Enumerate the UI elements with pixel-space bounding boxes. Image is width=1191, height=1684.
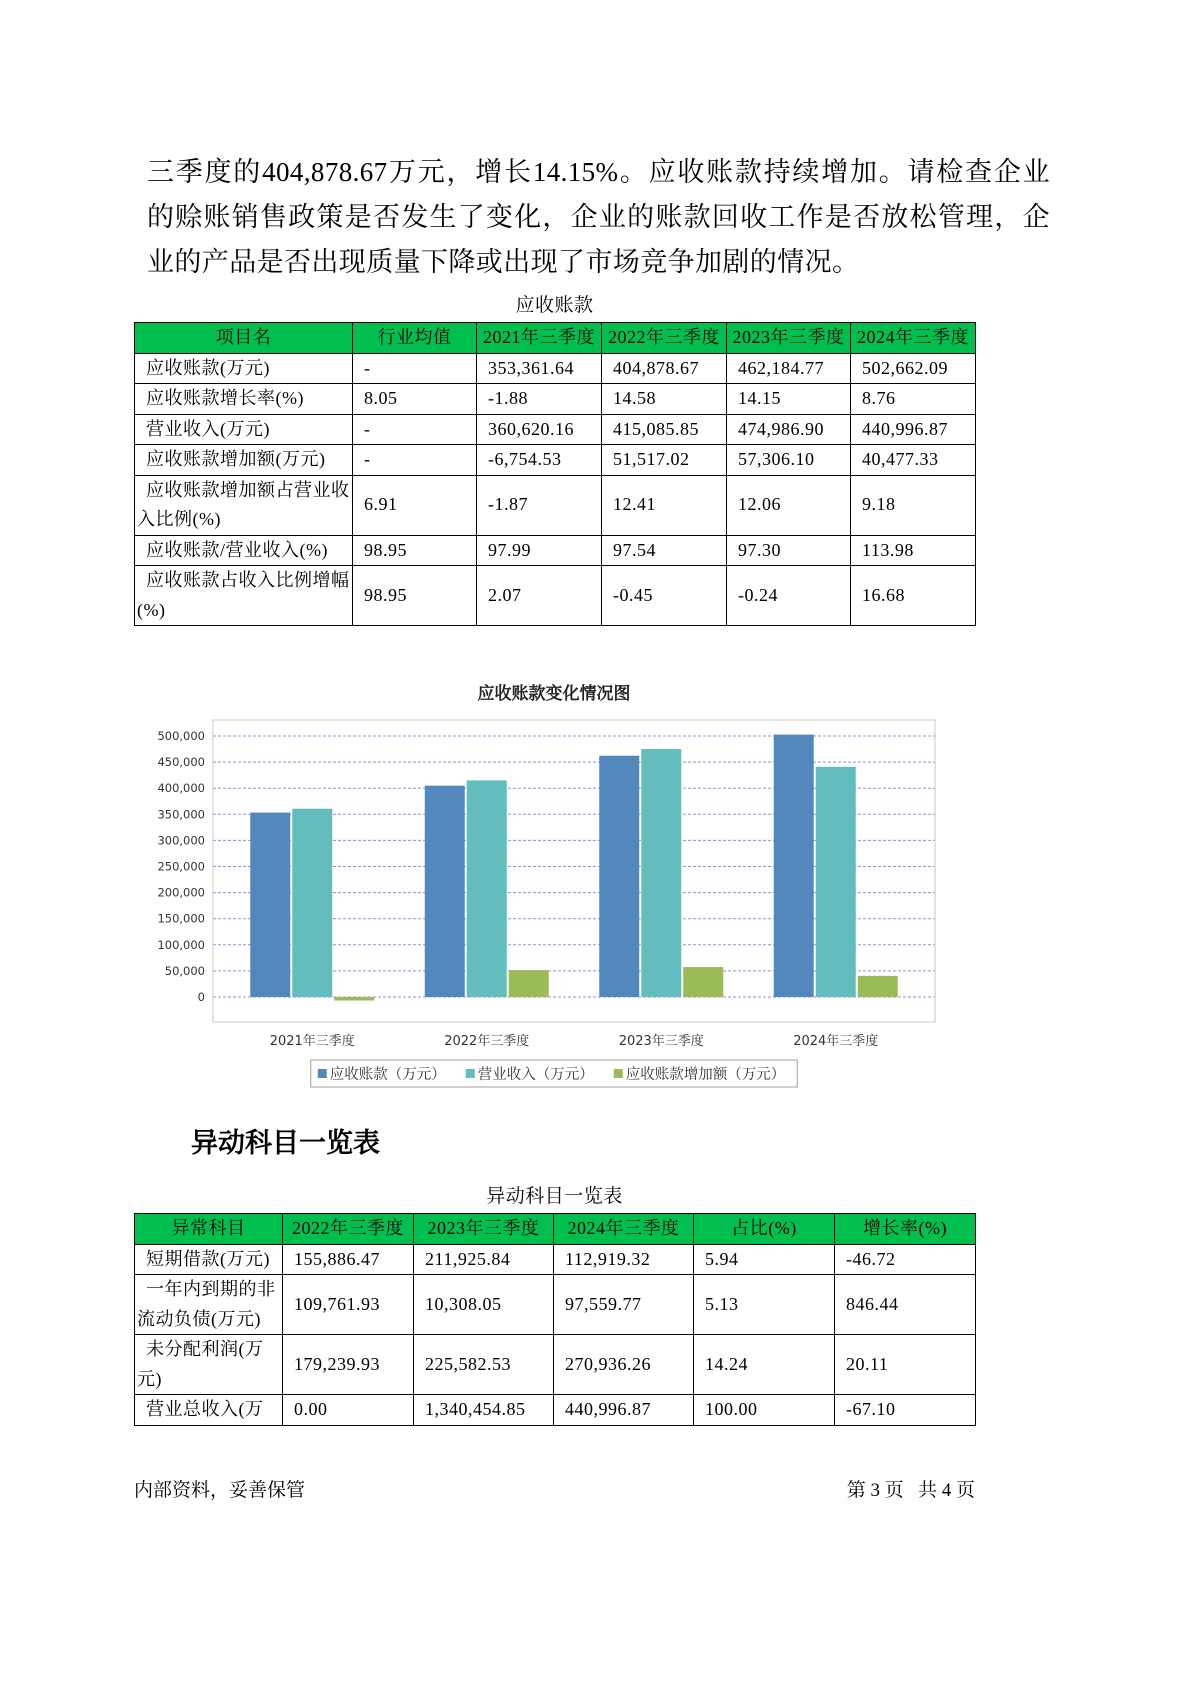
bar-series3-cat1 xyxy=(334,997,374,1001)
table-row xyxy=(135,1395,976,1426)
table-cell: 97.54 xyxy=(602,535,727,566)
table-cell: 10,308.05 xyxy=(414,1275,554,1335)
row-label-cell xyxy=(135,384,353,415)
table-cell: 100.00 xyxy=(694,1395,835,1426)
bar-series2-cat4 xyxy=(816,767,856,997)
table-header-cell: 2023年三季度 xyxy=(414,1214,554,1245)
row-label: 应收账款/营业收入(%) xyxy=(146,539,328,560)
table-cell: 8.76 xyxy=(851,384,976,415)
table-cell: 5.13 xyxy=(694,1275,835,1335)
table-cell: - xyxy=(353,353,477,384)
bar-series2-cat1 xyxy=(292,809,332,997)
table-header-row xyxy=(135,1214,976,1245)
x-tick-label: 2022年三季度 xyxy=(444,1034,530,1049)
legend-label: 营业收入（万元） xyxy=(477,1067,594,1083)
table-cell: 360,620.16 xyxy=(477,414,602,445)
table-cell: 270,936.26 xyxy=(554,1335,694,1395)
row-label: 营业收入(万元) xyxy=(146,418,270,439)
table-cell: 57,306.10 xyxy=(727,445,851,476)
y-tick-label: 500,000 xyxy=(157,729,205,743)
table-cell: 97.99 xyxy=(477,535,602,566)
table-cell: 98.95 xyxy=(353,535,477,566)
table-cell: 179,239.93 xyxy=(283,1335,414,1395)
intro-line: 的赊账销售政策是否发生了变化，企业的账款回收工作是否放松管理，企 xyxy=(147,202,1050,232)
bar-series2-cat3 xyxy=(641,749,681,997)
table-header-cell: 项目名 xyxy=(135,323,353,354)
table-cell: 6.91 xyxy=(353,475,477,535)
legend-item xyxy=(318,1066,446,1083)
table-row xyxy=(135,1244,976,1275)
table-cell: 98.95 xyxy=(353,566,477,626)
table-cell: -6,754.53 xyxy=(477,445,602,476)
table-cell: 20.11 xyxy=(835,1335,976,1395)
table-row xyxy=(135,475,976,535)
table-cell: -1.88 xyxy=(477,384,602,415)
table-row xyxy=(135,535,976,566)
y-tick-label: 50,000 xyxy=(164,963,205,978)
table-row xyxy=(135,1275,976,1335)
table-cell: 14.58 xyxy=(602,384,727,415)
table-header-cell: 异常科目 xyxy=(135,1214,283,1245)
x-tick-label: 2023年三季度 xyxy=(618,1034,704,1049)
table-cell: 16.68 xyxy=(851,566,976,626)
section-heading: 异动科目一览表 xyxy=(191,1128,380,1159)
table-cell: 12.41 xyxy=(602,475,727,535)
legend-item xyxy=(466,1065,594,1083)
table-row xyxy=(135,384,976,415)
legend-swatch xyxy=(466,1069,475,1078)
y-tick-label: 0 xyxy=(197,990,205,1004)
table-cell: 97.30 xyxy=(727,535,851,566)
table-cell: 440,996.87 xyxy=(554,1395,694,1426)
row-label-cell xyxy=(135,1275,283,1335)
row-label-cell xyxy=(135,475,353,535)
y-tick-label: 100,000 xyxy=(157,937,205,952)
y-tick-label: 300,000 xyxy=(157,833,205,848)
row-label-cell xyxy=(135,535,353,566)
table-cell: 40,477.33 xyxy=(851,445,976,476)
table-cell: 9.18 xyxy=(851,475,976,535)
table-cell: 1,340,454.85 xyxy=(414,1395,554,1426)
table-row xyxy=(135,445,976,476)
table-cell: -0.45 xyxy=(602,566,727,626)
bar-series3-cat4 xyxy=(858,976,898,997)
table-header-cell: 2023年三季度 xyxy=(727,323,851,354)
table-cell: 14.15 xyxy=(727,384,851,415)
table-cell: 12.06 xyxy=(727,475,851,535)
row-label-cell xyxy=(135,445,353,476)
abnormal-items-table xyxy=(134,1213,976,1426)
table-cell: 2.07 xyxy=(477,566,602,626)
table-cell: 225,582.53 xyxy=(414,1335,554,1395)
footer-page-number: 第 3 页 共 4 页 xyxy=(846,1480,975,1501)
y-tick-label: 350,000 xyxy=(157,807,205,822)
x-tick-label: 2021年三季度 xyxy=(269,1034,355,1049)
abnormal-items-table-caption: 异动科目一览表 xyxy=(486,1186,623,1207)
row-label: 应收账款增长率(%) xyxy=(146,388,304,408)
table-cell: 211,925.84 xyxy=(414,1244,554,1275)
table-cell: 97,559.77 xyxy=(554,1275,694,1335)
legend-item xyxy=(614,1066,786,1083)
table-row xyxy=(135,1335,976,1395)
table-cell: -46.72 xyxy=(835,1244,976,1275)
intro-line: 业的产品是否出现质量下降或出现了市场竞争加剧的情况。 xyxy=(147,247,860,277)
table-cell: 474,986.90 xyxy=(727,414,851,445)
table-cell: 109,761.93 xyxy=(283,1275,414,1335)
table-cell: 8.05 xyxy=(353,384,477,415)
row-label-cell xyxy=(135,566,353,626)
table-cell: 112,919.32 xyxy=(554,1244,694,1275)
table-header-cell: 2024年三季度 xyxy=(851,323,976,354)
bar-series3-cat3 xyxy=(683,967,723,997)
bar-series1-cat1 xyxy=(250,813,290,997)
table-row xyxy=(135,566,976,626)
table-cell: 440,996.87 xyxy=(851,414,976,445)
y-tick-label: 450,000 xyxy=(157,755,205,770)
y-tick-label: 250,000 xyxy=(157,859,205,874)
table-cell: 0.00 xyxy=(283,1395,414,1426)
table-cell: -0.24 xyxy=(727,566,851,626)
table-cell: 155,886.47 xyxy=(283,1244,414,1275)
table-row xyxy=(135,353,976,384)
row-label: 未分配利润(万元) xyxy=(137,1339,264,1389)
row-label-cell xyxy=(135,353,353,384)
chart-legend xyxy=(311,1060,798,1087)
row-label: 应收账款增加额(万元) xyxy=(146,449,326,469)
table-cell: 415,085.85 xyxy=(602,414,727,445)
legend-label: 应收账款增加额（万元） xyxy=(625,1067,786,1083)
table-cell: 846.44 xyxy=(835,1275,976,1335)
table-header-cell: 2021年三季度 xyxy=(477,323,602,354)
table-cell: 51,517.02 xyxy=(602,445,727,476)
legend-swatch xyxy=(614,1069,623,1078)
table-row xyxy=(135,414,976,445)
table-cell: 404,878.67 xyxy=(602,353,727,384)
footer-confidential-note: 内部资料，妥善保管 xyxy=(134,1480,306,1501)
table-cell: 462,184.77 xyxy=(727,353,851,384)
row-label: 短期借款(万元) xyxy=(146,1248,270,1269)
y-tick-label: 200,000 xyxy=(157,885,205,900)
row-label: 应收账款占收入比例增幅(%) xyxy=(137,570,350,620)
table-cell: 502,662.09 xyxy=(851,353,976,384)
table-header-cell: 2024年三季度 xyxy=(554,1214,694,1245)
table-header-row xyxy=(135,323,976,354)
y-tick-label: 400,000 xyxy=(157,781,205,796)
bar-series3-cat2 xyxy=(509,970,549,997)
table-header-cell: 占比(%) xyxy=(694,1214,835,1245)
row-label: 应收账款(万元) xyxy=(146,357,270,378)
row-label-cell xyxy=(135,1335,283,1395)
legend-swatch xyxy=(318,1069,327,1078)
table-cell: 113.98 xyxy=(851,535,976,566)
row-label: 应收账款增加额占营业收入比例(%) xyxy=(137,479,350,529)
x-tick-label: 2024年三季度 xyxy=(793,1034,879,1049)
table-cell: 14.24 xyxy=(694,1335,835,1395)
receivables-change-chart xyxy=(150,676,970,1096)
chart-title: 应收账款变化情况图 xyxy=(477,684,631,704)
receivables-table-caption: 应收账款 xyxy=(515,295,594,316)
table-cell: -67.10 xyxy=(835,1395,976,1426)
row-label: 一年内到期的非流动负债(万元) xyxy=(137,1279,276,1329)
table-cell: 353,361.64 xyxy=(477,353,602,384)
table-header-cell: 2022年三季度 xyxy=(602,323,727,354)
table-cell: - xyxy=(353,414,477,445)
row-label-cell xyxy=(135,414,353,445)
bar-series2-cat2 xyxy=(467,780,507,997)
table-cell: -1.87 xyxy=(477,475,602,535)
row-label-cell xyxy=(135,1395,283,1426)
table-header-cell: 行业均值 xyxy=(353,323,477,354)
intro-paragraph xyxy=(147,150,1050,285)
intro-line: 三季度的404,878.67万元，增长14.15%。应收账款持续增加。请检查企业 xyxy=(147,157,1050,187)
legend-label: 应收账款（万元） xyxy=(329,1067,446,1083)
y-tick-label: 150,000 xyxy=(157,911,205,926)
row-label-cell xyxy=(135,1244,283,1275)
table-header-cell: 增长率(%) xyxy=(835,1214,976,1245)
table-cell: 5.94 xyxy=(694,1244,835,1275)
table-header-cell: 2022年三季度 xyxy=(283,1214,414,1245)
row-label: 营业总收入(万 xyxy=(146,1399,264,1419)
bar-series1-cat4 xyxy=(774,735,814,997)
receivables-table xyxy=(134,322,976,626)
bar-series1-cat3 xyxy=(599,756,639,997)
bar-series1-cat2 xyxy=(425,786,465,997)
table-cell: - xyxy=(353,445,477,476)
